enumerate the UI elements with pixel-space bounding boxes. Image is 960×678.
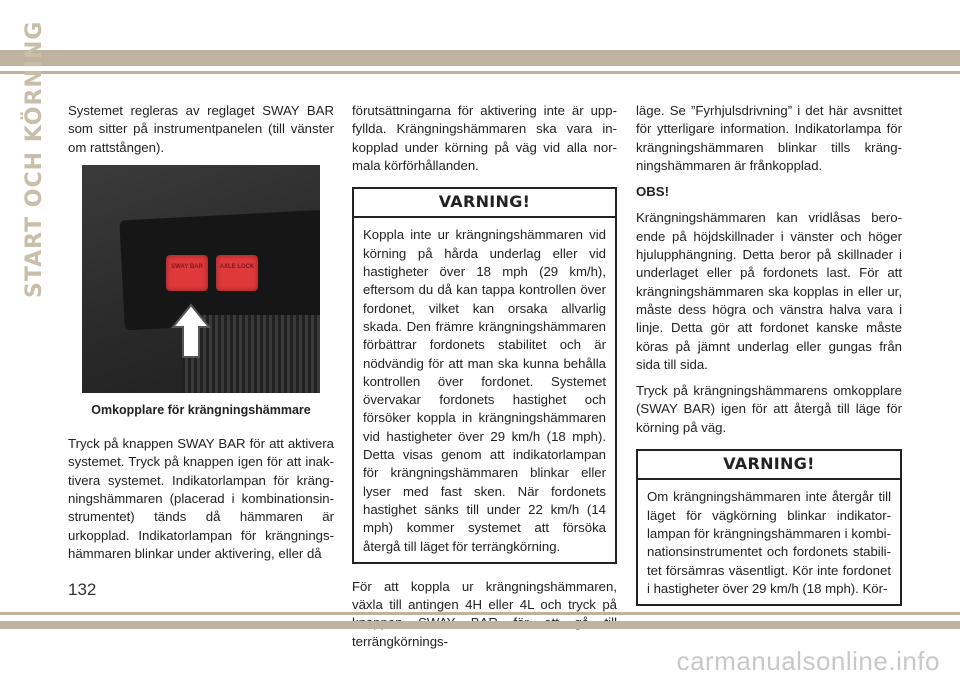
paragraph: Systemet regleras av reglaget SWAY BAR som sitter på instrumentpanelen (till vänster om rattstången).: [68, 103, 334, 155]
bottom-decor-band: [0, 621, 960, 629]
photo-caption: Omkopplare för krängningshämmare: [91, 402, 311, 417]
warning-body: Koppla inte ur krängningshämmaren vid körning på hårda underlag eller vid hastigheter över 18 mph (29 km/h), eftersom du då kan tappa kontrollen över fordonet, vilket kan orsaka allvarlig skada. Den främre krängningshämmaren förbättrar fordonets stabilitet och är nödvändig för att man ska kunna behålla kontrollen över fordonet. Systemet övervakar fordonets hastighet och försöker koppla in krängningshämmaren vid hastigheter över 29 km/h (18 mph). Detta visas genom att indikatorlampan för krängningshämmaren blinkar eller lyser med fast sken. När fordonets hastighet sänks till under 22 km/h (14 mph) kommer systemet att försöka återgå till läget för terrängkörning.: [363, 227, 606, 554]
warning-box: [636, 449, 902, 606]
note-body: Krängningshämmaren kan vridlåsas beroende på höjdskillnader i vänster och höger hjulupphängning. Detta beror på skillnader i underlaget eller på fordonets last. För att krängningshämmaren ska kopplas in eller ur, måste dess högra och vänstra halva vara i linje. Detta gör att fordonet kanske måste köras på jämnt underlag eller gungas från sida till sida.: [636, 210, 902, 372]
warning-title: VARNING!: [354, 189, 615, 218]
axle-lock-button-illustration: [216, 255, 258, 291]
column-3: [636, 102, 902, 620]
bottom-decor-line: [0, 612, 960, 615]
paragraph: Tryck på knappen SWAY BAR för att aktivera systemet. Tryck på knappen igen för att inaktivera systemet. Indikatorlampan för krängningshämmaren (placerad i kombinationsinstrumentet) tänds då hämmaren är urkopplad. Indikatorlampan för krängningshämmaren blinkar under aktivering, eller då: [68, 436, 334, 561]
paragraph: För att koppla ur krängningshämmaren, växla till antingen 4H eller 4L och tryck på terrängkörnings-: [352, 578, 617, 649]
page-number: 132: [68, 580, 97, 599]
top-decor-line: [0, 71, 960, 74]
watermark: carmanualsonline.info: [676, 646, 940, 676]
button-label: SWAY BAR: [171, 263, 203, 270]
warning-box: [352, 187, 617, 564]
up-arrow-icon: [171, 303, 211, 359]
sway-bar-switch-photo: [82, 165, 320, 393]
note-title: OBS!: [636, 184, 669, 200]
section-side-title: START OCH KÖRNING: [22, 20, 47, 298]
warning-body: Om krängningshämmaren inte återgår till läget för vägkörning blinkar indikatorlampan för krängningshämmaren i kombinationsinstrumentet och fordonets stabilitet försämras väsentligt. Kör inte fordonet i hastigheter över 29 km/h (18 mph). Kör-: [647, 489, 891, 596]
paragraph: förutsättningarna för aktivering inte är uppfyllda. Krängningshämmaren ska vara inkopplad under körning på väg vid alla normala körförhållanden.: [352, 103, 617, 173]
paragraph: läge. Se ”Fyrhjulsdrivning” i det här avsnittet för ytterligare information. Indikatorlampa för krängningshämmaren blinkar tills krängningshämmaren är frånkopplad.: [636, 103, 902, 173]
sway-bar-button-illustration: [166, 255, 208, 291]
warning-title: VARNING!: [638, 451, 900, 480]
column-2: [352, 102, 617, 659]
button-label: AXLE LOCK: [219, 263, 255, 270]
top-decor-band: [0, 50, 960, 66]
column-1: [68, 102, 334, 571]
paragraph: Tryck på krängningshämmarens omkopplare (SWAY BAR) igen för att återgå till läge för körning på väg.: [636, 383, 902, 435]
